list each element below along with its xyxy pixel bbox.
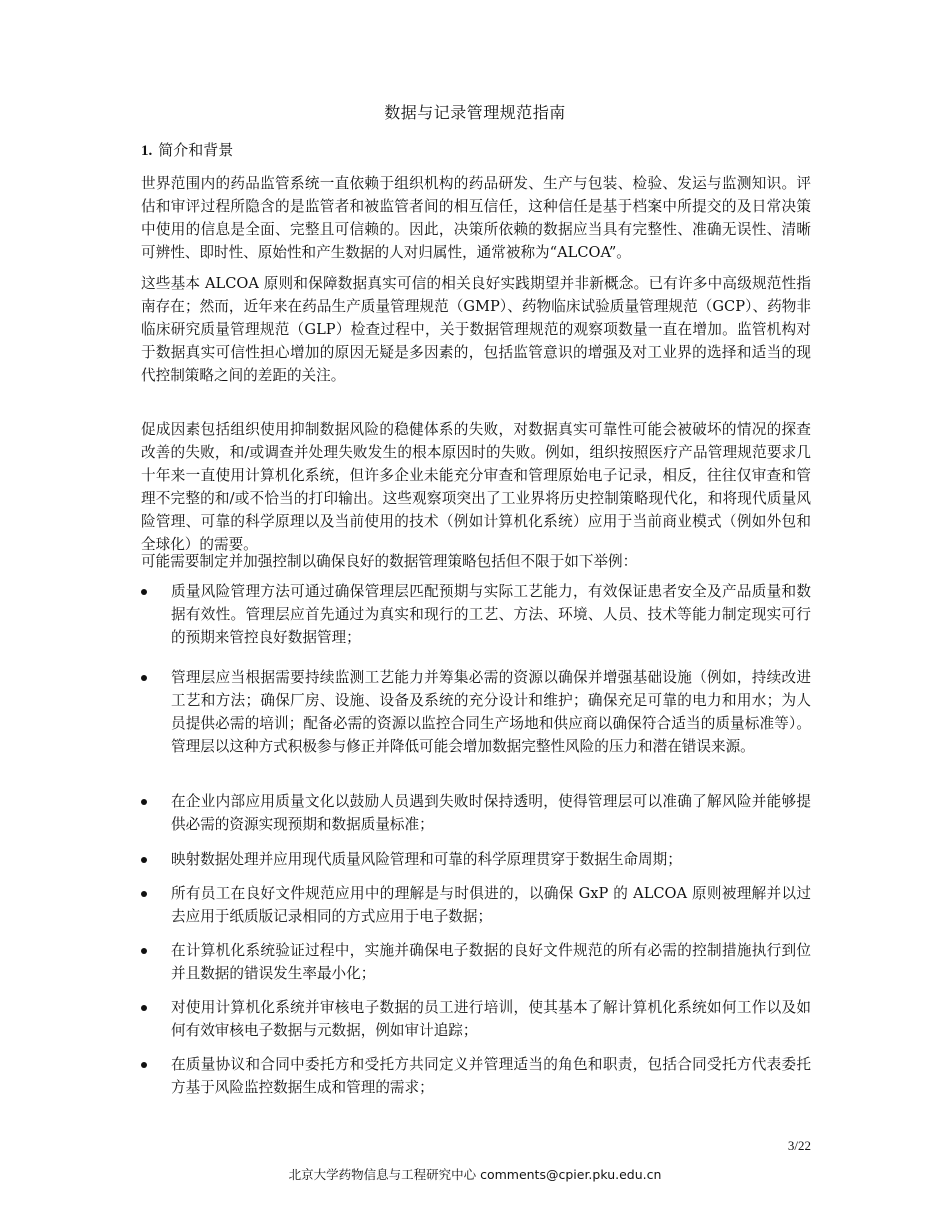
bullet-icon: [141, 675, 147, 681]
section-heading: [141, 139, 233, 160]
list-item-text: 质量风险管理方法可通过确保管理层匹配预期与实际工艺能力，有效保证患者安全及产品质量和数据有效性。管理层应首先通过为真实和现行的工艺、方法、环境、人员、技术等能力制定现实可行的预期来管控良好数据管理；: [171, 583, 811, 646]
list-item-text: 在质量协议和合同中委托方和受托方共同定义并管理适当的角色和职责，包括合同受托方代表委托方基于风险监控数据生成和管理的需求；: [171, 1056, 811, 1096]
paragraph-3: 促成因素包括组织使用抑制数据风险的稳健体系的失败，对数据真实可靠性可能会被破坏的情况的探查改善的失败，和/或调查并处理失败发生的根本原因时的失败。例如，组织按照医疗产品管理规范要求几十年来一直使用计算机化系统，但许多企业未能充分审查和管理原始电子记录，相反，往往仅审查和管理不完整的和/或不恰当的打印输出。这些观察项突出了工业界将历史控制策略现代化，和将现代质量风险管理、可靠的科学原理以及当前使用的技术（例如计算机化系统）应用于当前商业模式（例如外包和全球化）的需要。: [141, 421, 811, 553]
section-number: 1.: [141, 143, 153, 159]
bullet-icon: [141, 799, 147, 805]
bullet-icon: [141, 1005, 147, 1011]
list-item-text: 在企业内部应用质量文化以鼓励人员遇到失败时保持透明，使得管理层可以准确了解风险并能够提供必需的资源实现预期和数据质量标准；: [171, 793, 811, 833]
bullet-icon: [141, 948, 147, 954]
paragraph-4: 可能需要制定并加强控制以确保良好的数据管理策略包括但不限于如下举例：: [141, 553, 638, 570]
section-title: 简介和背景: [158, 141, 234, 159]
bullet-icon: [141, 857, 147, 863]
paragraph-1: 世界范围内的药品监管系统一直依赖于组织机构的药品研发、生产与包装、检验、发运与监测知识。评估和审评过程所隐含的是监管者和被监管者间的相互信任，这种信任是基于档案中所提交的及日常决策中使用的信息是全面、完整且可信赖的。因此，决策所依赖的数据应当具有完整性、准确无误性、清晰可辨性、即时性、原始性和产生数据的人对归属性，通常被称为“ALCOA”。: [141, 175, 811, 261]
bullet-icon: [141, 891, 147, 897]
bullet-icon: [141, 589, 147, 595]
list-item-text: 管理层应当根据需要持续监测工艺能力并筹集必需的资源以确保并增强基础设施（例如，持续改进工艺和方法；确保厂房、设施、设备及系统的充分设计和维护；确保充足可靠的电力和用水；为人员提供必需的培训；配备必需的资源以监控合同生产场地和供应商以确保符合适当的质量标准等）。管理层以这种方式积极参与修正并降低可能会增加数据完整性风险的压力和潜在错误来源。: [171, 669, 811, 755]
list-item-text: 对使用计算机化系统并审核电子数据的员工进行培训，使其基本了解计算机化系统如何工作以及如何有效审核电子数据与元数据，例如审计追踪；: [171, 999, 811, 1039]
document-title: 数据与记录管理规范指南: [384, 103, 566, 122]
list-item-text: 映射数据处理并应用现代质量风险管理和可靠的科学原理贯穿于数据生命周期；: [171, 851, 682, 868]
page-number: 3/22: [787, 1138, 811, 1153]
paragraph-2: 这些基本 ALCOA 原则和保障数据真实可信的相关良好实践期望并非新概念。已有许多中高级规范性指南存在；然而，近年来在药品生产质量管理规范（GMP）、药物临床试验质量管理规范（GCP）、药物非临床研究质量管理规范（GLP）检查过程中，关于数据管理规范的观察项数量一直在增加。监管机构对于数据真实可信性担心增加的原因无疑是多因素的，包括监管意识的增强及对工业界的选择和适当的现代控制策略之间的差距的关注。: [141, 275, 811, 384]
page-footer: 北京大学药物信息与工程研究中心 comments@cpier.pku.edu.cn: [288, 1167, 662, 1182]
list-item-text: 所有员工在良好文件规范应用中的理解是与时俱进的，以确保 GxP 的 ALCOA 原则被理解并以过去应用于纸质版记录相同的方式应用于电子数据；: [171, 885, 811, 925]
bullet-icon: [141, 1062, 147, 1068]
list-item-text: 在计算机化系统验证过程中，实施并确保电子数据的良好文件规范的所有必需的控制措施执行到位并且数据的错误发生率最小化；: [171, 942, 811, 982]
